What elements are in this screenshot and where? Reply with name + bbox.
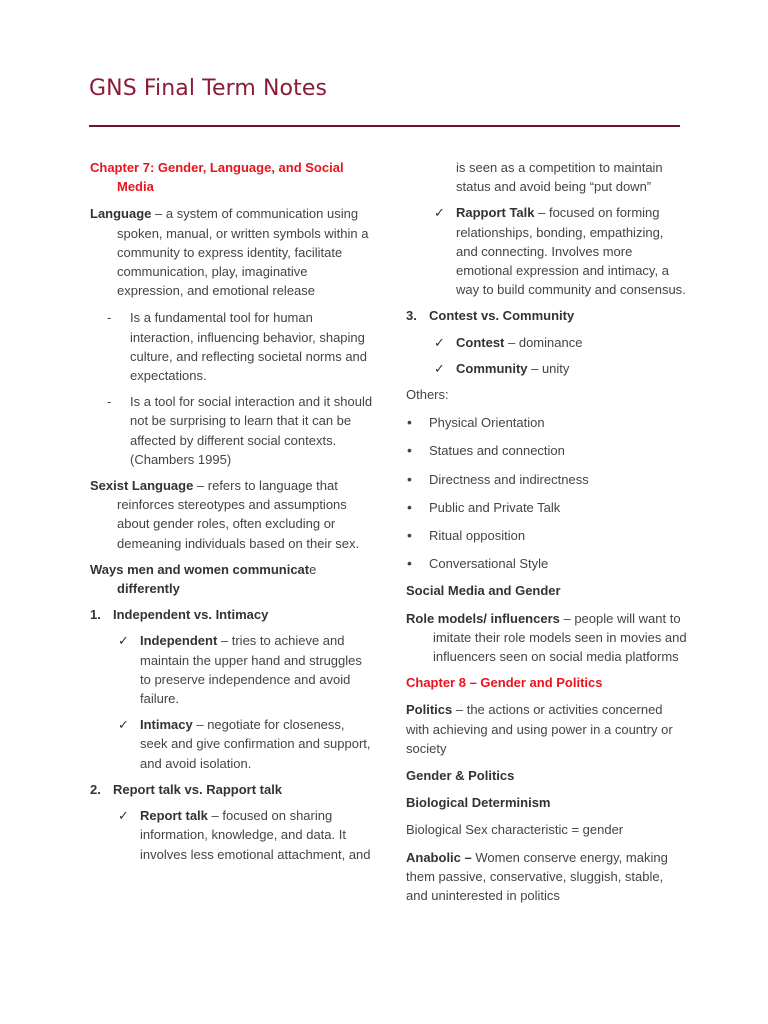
community-def: – unity: [527, 360, 570, 376]
language-point-2: [90, 392, 375, 469]
intimacy-def: – negotiate for closeness, seek and give confirmation and support, and avoid isolation.: [140, 717, 371, 771]
left-column: [90, 158, 375, 864]
biological-determinism-heading: Biological Determinism: [406, 795, 551, 811]
others-label: Others:: [406, 387, 449, 403]
others-item-text: Directness and indirectness: [429, 471, 589, 487]
report-talk-item: [90, 806, 375, 864]
politics-def: – the actions or activities concerned with achieving and using power in a country or society: [406, 702, 673, 756]
politics-definition: [406, 700, 688, 758]
list-item-title: Independent vs. Intimacy: [113, 607, 269, 623]
rapport-talk-item: [406, 203, 688, 299]
others-item: [406, 554, 688, 573]
language-point-text: Is a fundamental tool for human interaction, influencing behavior, shaping culture, and reflecting societal norms and expectations.: [130, 310, 368, 384]
list-item-2: [90, 780, 375, 799]
biological-sex-text: Biological Sex characteristic = gender: [406, 822, 624, 838]
contest-item: [406, 333, 688, 352]
bullet-marker: •: [407, 470, 412, 487]
others-item-text: Physical Orientation: [429, 415, 545, 431]
checkmark-icon: ✓: [434, 205, 445, 221]
role-models-term: Role models/ influencers: [406, 610, 560, 626]
intimacy-item: [90, 715, 375, 773]
ways-heading-end: differently: [117, 581, 180, 597]
others-item-text: Conversational Style: [429, 556, 549, 572]
chapter-7-heading: Chapter 7: Gender, Language, and Social Media: [90, 160, 344, 195]
others-item: [406, 526, 688, 545]
social-media-heading: Social Media and Gender: [406, 583, 561, 599]
rapport-talk-term: Rapport Talk: [456, 205, 535, 221]
others-item-text: Statues and connection: [429, 443, 565, 459]
others-item-text: Public and Private Talk: [429, 499, 561, 515]
rapport-talk-def: – focused on forming relationships, bonding, empathizing, and connecting. Involves more emotional expression and intimacy, a way to build community and consensus.: [456, 205, 686, 298]
checkmark-icon: ✓: [118, 633, 129, 649]
language-term: Language: [90, 206, 152, 222]
sexist-language-definition: [90, 476, 375, 553]
language-point-1: [90, 308, 375, 385]
others-item: [406, 413, 688, 432]
list-number: 2.: [90, 781, 101, 797]
bullet-marker: •: [407, 442, 412, 459]
ways-heading-bold: Ways men and women communicat: [90, 561, 310, 577]
list-number: 1.: [90, 607, 101, 623]
anabolic-definition: [406, 848, 688, 906]
independent-term: Independent: [140, 633, 218, 649]
list-item-title: Report talk vs. Rapport talk: [113, 781, 283, 797]
right-column: [406, 158, 688, 905]
checkmark-icon: ✓: [118, 808, 129, 824]
chapter-8-heading: Chapter 8 – Gender and Politics: [406, 675, 603, 691]
list-item-1: [90, 605, 375, 624]
language-def-text: – a system of communication using spoken, manual, or written symbols within a community to express identity, facilitate communication, play, imaginative expression, and emotional release: [117, 206, 369, 299]
bullet-marker: •: [407, 498, 412, 515]
bullet-marker: •: [407, 414, 412, 431]
checkmark-icon: ✓: [118, 717, 129, 733]
anabolic-term: Anabolic –: [406, 849, 472, 865]
checkmark-icon: ✓: [434, 334, 445, 350]
independent-def: – tries to achieve and maintain the upper hand and struggles to preserve independence and avoid failure.: [140, 633, 362, 707]
ways-heading: [90, 560, 375, 598]
checkmark-icon: ✓: [434, 360, 445, 376]
community-item: [406, 359, 688, 378]
list-number: 3.: [406, 308, 417, 324]
report-talk-continuation: is seen as a competition to maintain status and avoid being “put down”: [456, 160, 663, 195]
dash-marker: -: [107, 394, 112, 410]
bullet-marker: •: [407, 555, 412, 572]
community-term: Community: [456, 360, 528, 376]
intimacy-term: Intimacy: [140, 717, 193, 733]
others-item: [406, 470, 688, 489]
language-point-text: Is a tool for social interaction and it should not be surprising to learn that it can be affected by different social contexts. (Chambers 1995): [130, 394, 373, 467]
bullet-marker: •: [407, 527, 412, 544]
document-title: GNS Final Term Notes: [89, 76, 328, 101]
sexist-language-def-text: – refers to language that reinforces stereotypes and assumptions about gender roles, often excluding or demeaning individuals based on their sex.: [117, 478, 360, 551]
anabolic-def: Women conserve energy, making them passive, conservative, sluggish, stable, and uninterested in politics: [406, 849, 668, 904]
contest-term: Contest: [456, 334, 505, 350]
contest-def: – dominance: [504, 334, 583, 350]
role-models-def: – people will want to imitate their role models seen in movies and influencers seen on social media platforms: [433, 610, 687, 665]
list-item-3: [406, 306, 688, 325]
ways-heading-rest: e: [309, 561, 317, 577]
others-item-text: Ritual opposition: [429, 528, 526, 544]
title-divider: [89, 125, 680, 127]
independent-item: [90, 631, 375, 708]
role-models-definition: [406, 609, 688, 667]
gender-politics-heading: Gender & Politics: [406, 768, 515, 784]
sexist-language-term: Sexist Language: [90, 478, 194, 494]
dash-marker: -: [107, 310, 112, 326]
others-item: [406, 441, 688, 460]
report-talk-term: Report talk: [140, 808, 208, 824]
report-talk-def: – focused on sharing information, knowledge, and data. It involves less emotional attachment, and: [140, 808, 371, 862]
language-definition: [90, 204, 375, 300]
politics-term: Politics: [406, 702, 453, 718]
list-item-title: Contest vs. Community: [429, 308, 575, 324]
others-item: [406, 498, 688, 517]
